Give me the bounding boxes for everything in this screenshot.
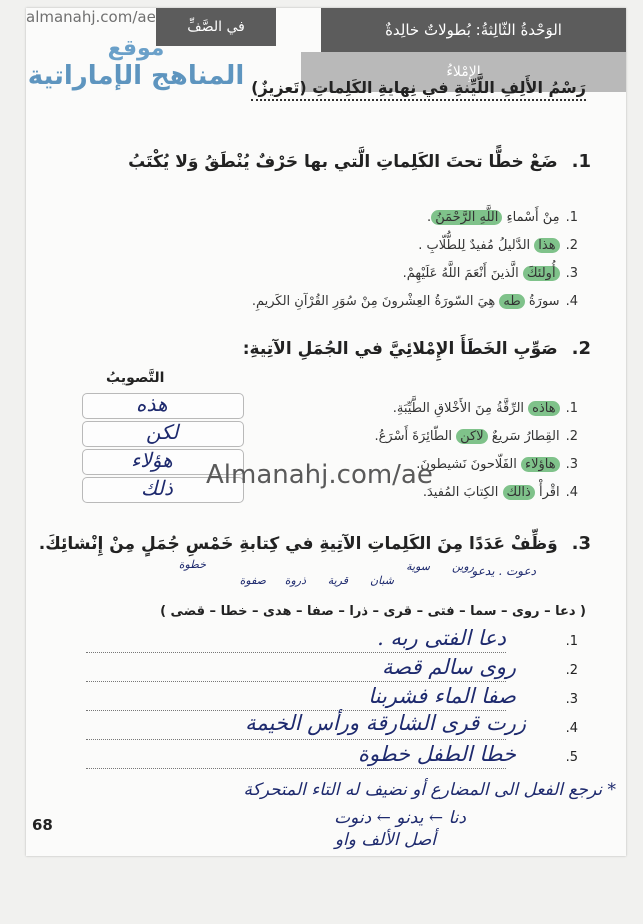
handwritten-note: دعوت . يدعو xyxy=(471,564,536,578)
item-text: مِنْ أَسْماءِ xyxy=(502,210,560,225)
workbook-page xyxy=(26,8,626,856)
q2-item xyxy=(375,429,578,444)
item-number: 1. xyxy=(565,401,578,416)
handwritten-sentence: خطا الطفل خطوة xyxy=(357,742,516,766)
q2-title-text: صَوِّبِ الخَطَأَ الإِمْلائِيَّ في الجُمَلِ الآتِيةِ: xyxy=(242,339,558,359)
sentence-number: 1. xyxy=(565,634,578,649)
handwritten-footnote: أصل الألف واو xyxy=(334,830,436,850)
sentence-number: 2. xyxy=(565,663,578,678)
item-text: هِيَ السّورَةُ العِشْرونَ مِنْ سُوَرِ القُرْآنِ الكَريمِ. xyxy=(251,294,500,309)
q1-number: 1. xyxy=(571,151,591,172)
handwritten-note: روين xyxy=(451,560,474,573)
item-text: الطّائِرَةَ أَسْرَعُ. xyxy=(374,429,457,444)
item-text: القِطارُ سَريعٌ xyxy=(487,429,560,444)
sentence-number: 5. xyxy=(565,750,578,765)
item-number: 2. xyxy=(565,429,578,444)
item-text: اقْرأْ xyxy=(534,485,560,500)
handwritten-footnote: * نرجع الفعل الى المضارع أو نضيف له التاء المتحركة xyxy=(243,780,616,800)
correction-label: التَّصويبُ xyxy=(106,370,165,386)
item-text: الرِّقَّةُ مِنَ الأَخْلاقِ الطَّيِّبَةِ. xyxy=(392,401,529,416)
answer-line[interactable] xyxy=(86,681,506,682)
page-number: 68 xyxy=(32,816,53,834)
unit-header: الوَحْدةُ الثّالِثةُ: بُطولاتٌ خالِدةٌ xyxy=(321,8,626,52)
watermark-center: Almanahj.com/ae xyxy=(206,460,433,490)
handwritten-sentence: صفا الماء فشربنا xyxy=(368,684,516,708)
handwritten-sentence: دعا الفتى ربه . xyxy=(377,626,506,650)
item-text: الكِتابَ المُفيدَ. xyxy=(422,485,503,500)
watermark-logo-line2: المناهج الإماراتية xyxy=(27,61,245,91)
q2-item xyxy=(416,457,578,472)
q2-number: 2. xyxy=(571,338,591,359)
watermark-site: almanahj.com/ae xyxy=(26,8,156,26)
item-text: سورَةُ xyxy=(524,294,560,309)
highlighted-word: طه xyxy=(499,294,524,309)
q1-item xyxy=(427,210,578,225)
handwritten-note: ذروة xyxy=(284,574,306,587)
item-number: 3. xyxy=(565,266,578,281)
q3-title xyxy=(39,533,591,554)
q1-title-text: ضَعْ خطًّا تحتَ الكَلِماتِ الَّتي بها حَرْفٌ يُنْطَقُ وَلا يُكْتَبُ xyxy=(128,152,558,172)
item-text: . xyxy=(427,210,432,225)
handwritten-note: سوية xyxy=(406,560,430,573)
q2-title xyxy=(243,338,591,359)
handwritten-note: شبان xyxy=(370,574,394,587)
handwritten-footnote: دنا ← يدنو ← دنوت xyxy=(334,808,466,828)
handwritten-answer: ذلك xyxy=(141,476,173,500)
highlighted-word: هاؤلاء xyxy=(521,457,560,472)
lesson-title: رَسْمُ الأَلِفِ اللَّيِّنةِ في نِهايةِ الكَلِماتِ (تَعزيزٌ) xyxy=(251,78,586,101)
word-list: ( دعا – روى – سما – فتى – قرى – ذرا – صفا – هدى – خطا – قضى ) xyxy=(160,604,586,619)
class-tab: في الصَّفِّ xyxy=(156,8,276,46)
section-header: الإِمْلاءُ xyxy=(301,52,626,92)
handwritten-sentence: زرت قرى الشارقة ورأس الخيمة xyxy=(245,711,526,735)
highlighted-word: لاكن xyxy=(456,429,488,444)
q3-number: 3. xyxy=(571,533,591,554)
highlighted-word: هاذه xyxy=(528,401,559,416)
item-number: 3. xyxy=(565,457,578,472)
handwritten-answer: لكن xyxy=(146,420,179,444)
sentence-number: 4. xyxy=(565,721,578,736)
answer-line[interactable] xyxy=(86,739,506,740)
handwritten-note: قرية xyxy=(327,574,348,587)
item-number: 4. xyxy=(565,294,578,309)
handwritten-sentence: روى سالم قصة xyxy=(382,655,516,679)
answer-line[interactable] xyxy=(86,768,506,769)
highlighted-word: اللَّهِ الرَّحْمَنُ xyxy=(431,210,502,225)
q3-title-text: وَظِّفْ عَدَدًا مِنَ الكَلِماتِ الآتِيةِ في كِتابةِ خَمْسِ جُمَلٍ مِنْ إِنْشائِكَ. xyxy=(38,534,558,554)
item-text: الدَّليلُ مُفيدٌ لِلطُّلّابِ . xyxy=(418,238,535,253)
highlighted-word: أُولئكَ xyxy=(523,266,560,281)
item-text: الَّذينَ أَنْعَمَ اللَّهُ عَلَيْهِمْ. xyxy=(402,266,523,281)
item-number: 2. xyxy=(565,238,578,253)
q1-title xyxy=(128,151,591,172)
handwritten-note: صفوة xyxy=(239,574,266,587)
item-number: 1. xyxy=(565,210,578,225)
q1-item xyxy=(403,266,578,281)
q1-item xyxy=(418,238,578,253)
highlighted-word: هذا xyxy=(534,238,559,253)
watermark-logo-line1: موقع xyxy=(107,36,165,61)
item-number: 4. xyxy=(565,485,578,500)
q1-item xyxy=(252,294,578,309)
watermark-logo xyxy=(26,36,246,126)
q2-item xyxy=(423,485,578,500)
handwritten-note: خطوة xyxy=(178,558,206,571)
q2-item xyxy=(393,401,578,416)
highlighted-word: ذالك xyxy=(503,485,535,500)
answer-line[interactable] xyxy=(86,652,506,653)
handwritten-answer: هؤلاء xyxy=(131,448,173,472)
sentence-number: 3. xyxy=(565,692,578,707)
handwritten-answer: هذه xyxy=(136,392,168,416)
item-text: الفَلّاحونَ نَشيطونَ. xyxy=(416,457,521,472)
